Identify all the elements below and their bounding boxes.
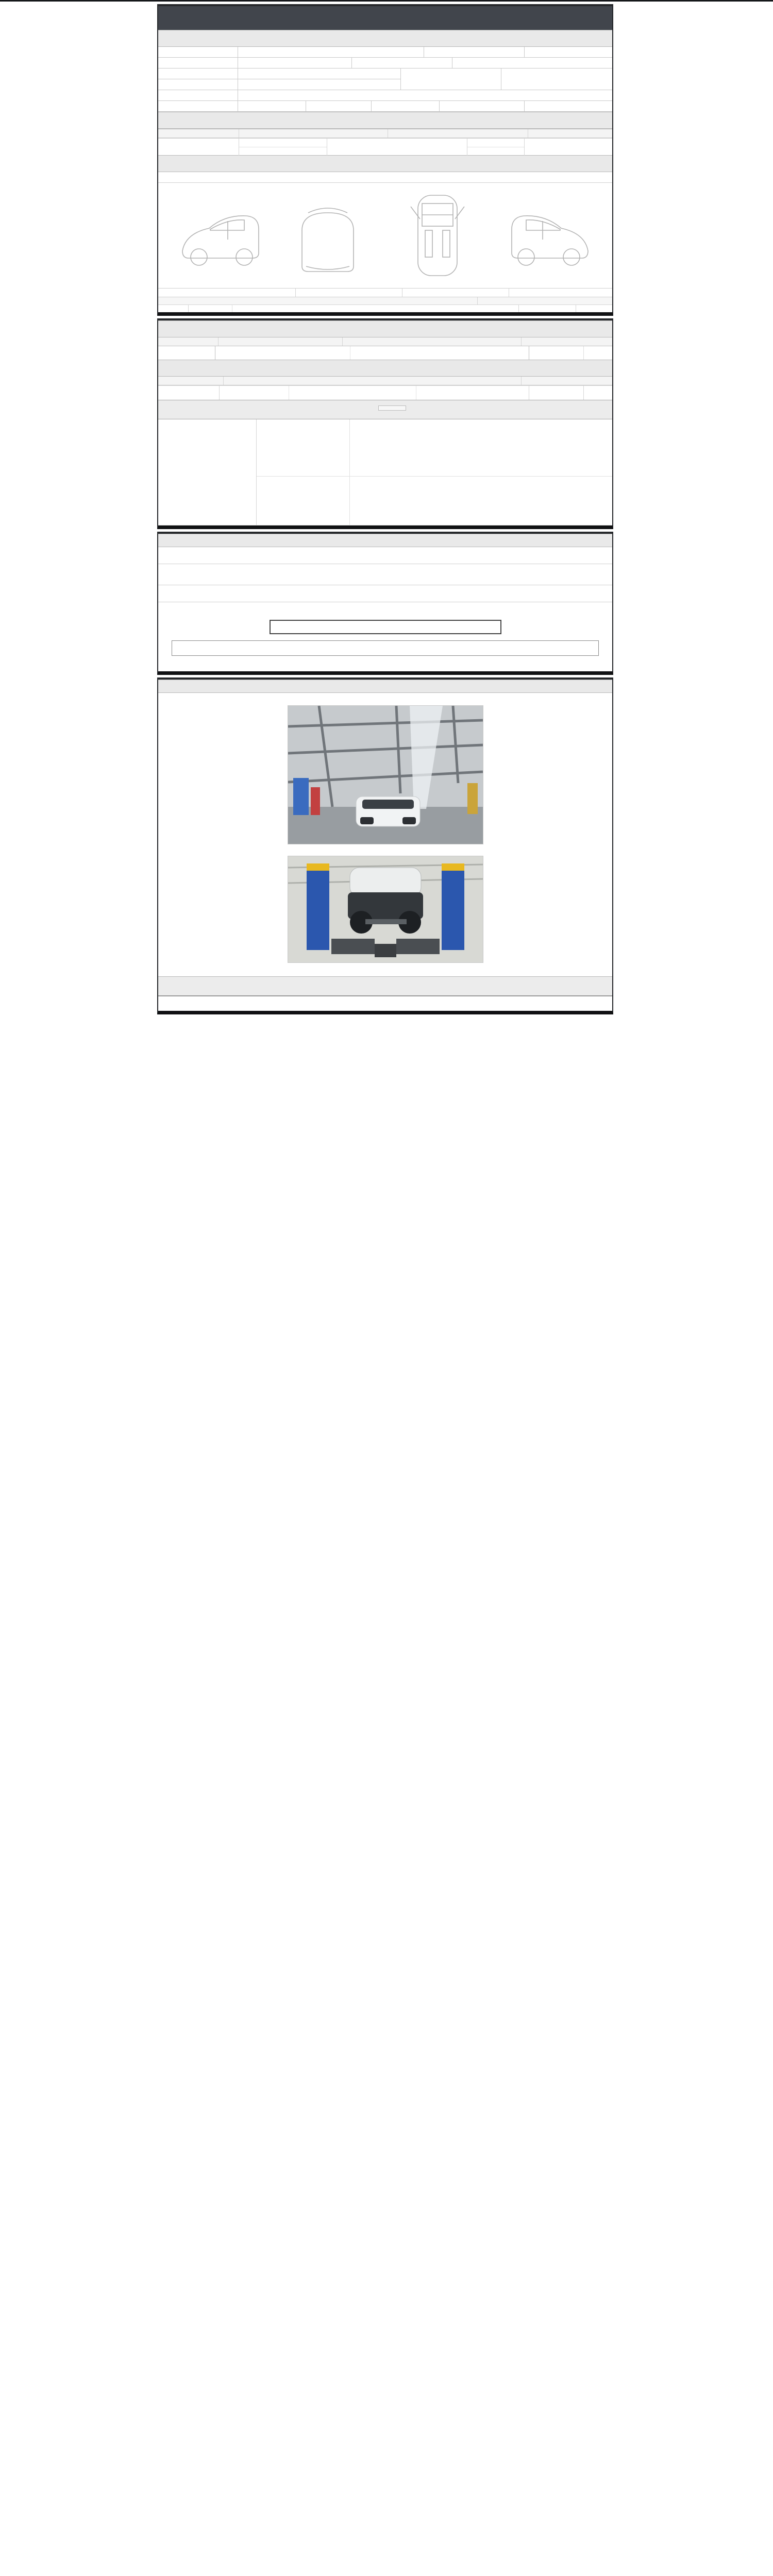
opinion-block-label (158, 419, 257, 525)
panel-rank-row (189, 305, 518, 312)
detail-table-header (158, 337, 612, 346)
transmission-block (401, 69, 612, 90)
confirmation-footer (158, 996, 612, 1011)
car-diagram-side-left[interactable] (167, 189, 270, 282)
year-label (158, 58, 238, 68)
accident-notes (158, 172, 612, 183)
item-checkboxes-2[interactable] (492, 386, 529, 400)
notice-s1-title (158, 547, 612, 564)
device-group-name (158, 346, 215, 360)
detail-rows (215, 346, 529, 360)
simple-repair-checkboxes[interactable] (509, 289, 612, 297)
inspector-label (257, 419, 350, 476)
table-row (158, 57, 612, 68)
inspector-opinion-text (350, 419, 612, 476)
notice-s2-title (158, 585, 612, 602)
document-number (164, 18, 606, 26)
base-price-label (439, 101, 525, 111)
panel-table-header (158, 297, 612, 305)
vin-value (238, 79, 400, 90)
section-basic-header (158, 30, 612, 47)
mileage-row (158, 138, 612, 156)
appraiser-label (257, 477, 350, 525)
group-note-cell (583, 346, 612, 360)
notice-s1-items (158, 569, 612, 572)
inspector-opinion-block (158, 419, 612, 526)
table-row (158, 100, 612, 112)
item-label-1 (220, 386, 289, 400)
col-price (522, 377, 612, 385)
detail-group (158, 346, 612, 360)
table-row (158, 79, 400, 90)
car-name-label (158, 47, 238, 57)
price-appraisal-definition-box (270, 620, 501, 634)
reg-no-label (424, 47, 525, 57)
item-checkboxes-1[interactable] (289, 386, 416, 400)
other-group (158, 385, 612, 400)
page-4 (157, 677, 613, 1014)
table-row (158, 90, 612, 100)
mileage-price-1 (467, 139, 524, 147)
detail-table (158, 346, 612, 360)
reg-no-value (525, 47, 612, 57)
mileage-prices (467, 139, 525, 156)
warranty-checkboxes[interactable] (372, 101, 439, 111)
engine-type-label (158, 101, 238, 111)
panel-group-name (158, 305, 189, 312)
simple-repair-label (402, 289, 509, 297)
col-price (528, 129, 612, 138)
first-reg-label (158, 69, 238, 79)
fuel-label (158, 90, 238, 100)
car-diagram-top[interactable] (386, 189, 489, 282)
col-blank (158, 377, 224, 385)
inspector-opinion-row (257, 419, 612, 476)
group-price (529, 346, 583, 360)
inspection-record-document (157, 2, 613, 1014)
overall-condition-table (158, 129, 612, 156)
other-group-note (584, 386, 612, 400)
panel-header-label (158, 297, 478, 304)
section-overall-header (158, 112, 612, 129)
first-reg-vin-block (158, 69, 401, 90)
first-reg-value (238, 69, 400, 79)
panel-price (518, 305, 576, 312)
mileage-current (327, 139, 467, 156)
inspection-photo-garage (288, 705, 483, 844)
final-price-amount (378, 405, 406, 411)
col-state (239, 129, 388, 138)
col-item (219, 337, 343, 346)
col-state (343, 337, 522, 346)
mileage-state-1[interactable] (239, 139, 327, 147)
section-detail-header (158, 320, 612, 337)
panel-rank-table (158, 305, 612, 312)
other-group-name (158, 386, 220, 400)
fuel-checkboxes[interactable] (238, 90, 612, 100)
detail-blocks (215, 346, 529, 360)
car-name-value (238, 47, 424, 57)
page-1 (157, 4, 613, 316)
mileage-states (239, 139, 327, 156)
accident-history-label (158, 289, 296, 297)
item-label-2 (416, 386, 492, 400)
final-price-block (158, 400, 612, 419)
inspection-photos (158, 693, 612, 977)
section-accident-header (158, 155, 612, 172)
col-device (158, 337, 219, 346)
appraiser-opinion-text (350, 477, 612, 525)
rank-part-checkboxes[interactable] (232, 305, 518, 312)
appraiser-opinion-row (257, 476, 612, 525)
other-table-header (158, 377, 612, 385)
performance-insurance-fee (158, 985, 612, 996)
basic-info-table (158, 47, 612, 112)
table-row (215, 346, 529, 360)
accident-history-row (158, 289, 612, 297)
page-2 (157, 318, 613, 529)
other-info-table (158, 385, 612, 400)
transmission-label (401, 69, 501, 90)
other-rows (220, 386, 529, 400)
panel-group (158, 305, 518, 312)
masthead (158, 6, 612, 30)
other-group-price (529, 386, 584, 400)
notice-s2-items (158, 607, 612, 611)
col-item (388, 129, 528, 138)
mileage-state-2[interactable] (239, 147, 327, 156)
panel-groups (158, 305, 518, 312)
detail-block (215, 346, 529, 360)
notice-body (158, 547, 612, 671)
mileage-note-cell (525, 139, 612, 156)
base-price-value (525, 101, 612, 111)
col-price (522, 337, 612, 346)
mileage-price-2 (467, 147, 524, 156)
car-diagram-front[interactable] (281, 189, 374, 282)
mileage-label (158, 139, 239, 156)
item-label (215, 346, 350, 360)
page-3 (157, 532, 613, 675)
panel-note-cell (576, 305, 612, 312)
accident-history-checkboxes[interactable] (296, 289, 402, 297)
rank-label (189, 305, 232, 312)
inspection-label (351, 58, 452, 68)
inspection-value (452, 58, 612, 68)
price-appraisal-definition-text (172, 640, 599, 656)
car-damage-diagrams (158, 183, 612, 289)
panel-header-price (478, 297, 612, 304)
overall-table-header (158, 129, 612, 138)
col-use-history (158, 129, 239, 138)
table-row (158, 69, 400, 79)
item-state-checkboxes[interactable] (350, 346, 529, 360)
vin-label (158, 79, 238, 90)
warranty-label (306, 101, 372, 111)
inspection-photo-lift (288, 856, 483, 963)
engine-type-value (238, 101, 306, 111)
table-row (158, 47, 612, 57)
table-row (158, 68, 612, 90)
col-item (224, 377, 522, 385)
section-notice-header (158, 534, 612, 547)
section-photos-header (158, 680, 612, 693)
signature-band (158, 977, 612, 985)
car-diagram-side-right[interactable] (500, 189, 603, 282)
section-other-header (158, 360, 612, 377)
panel-ranks (189, 305, 518, 312)
transmission-checkboxes[interactable] (501, 69, 612, 90)
year-value (238, 58, 351, 68)
table-row (220, 386, 529, 400)
